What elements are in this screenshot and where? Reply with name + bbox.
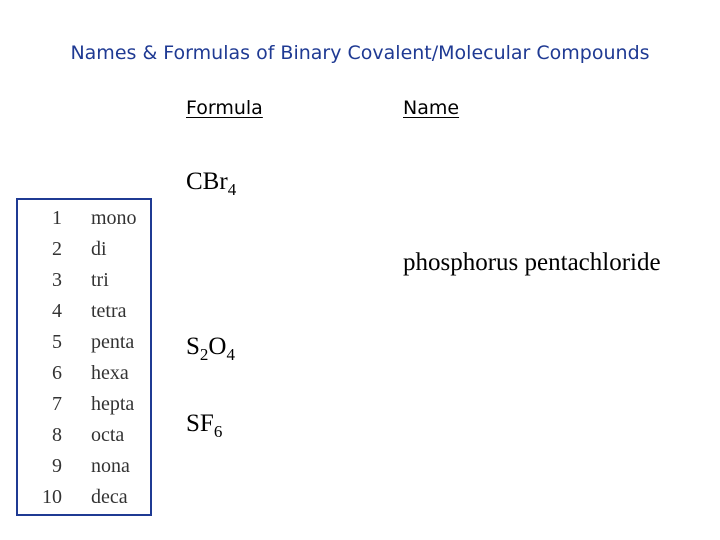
prefix-row: [18, 296, 150, 327]
prefix-row: [18, 327, 150, 358]
prefix-row: [18, 451, 150, 482]
formula-cbr4: [186, 168, 237, 199]
prefix-number: 1: [52, 207, 62, 229]
prefix-number: 7: [52, 393, 62, 415]
prefix-number: 9: [52, 455, 62, 477]
prefix-word: tetra: [91, 300, 127, 322]
prefix-row: [18, 203, 150, 234]
prefix-row: [18, 234, 150, 265]
prefix-number: 5: [52, 331, 62, 353]
formula-subscript: 4: [226, 345, 235, 364]
formula-text: SF: [186, 410, 214, 437]
formula-sf6: [186, 410, 223, 441]
prefix-word: tri: [91, 269, 109, 291]
formula-column-header: Formula: [186, 97, 263, 119]
compound-name-pcl5: phosphorus pentachloride: [403, 249, 661, 276]
formula-text: O: [208, 333, 227, 360]
formula-text: CBr: [186, 168, 228, 195]
prefix-row: [18, 389, 150, 420]
prefix-word: di: [91, 238, 107, 260]
prefix-row: [18, 482, 150, 513]
prefix-word: octa: [91, 424, 125, 446]
prefix-number: 4: [52, 300, 62, 322]
prefix-number: 6: [52, 362, 62, 384]
prefix-word: hepta: [91, 393, 135, 415]
formula-s2o4: [186, 333, 235, 364]
prefix-row: [18, 265, 150, 296]
formula-text: S: [186, 333, 200, 360]
prefix-word: mono: [91, 207, 137, 229]
prefix-number: 2: [52, 238, 62, 260]
prefix-row: [18, 358, 150, 389]
prefix-word: penta: [91, 331, 135, 353]
slide-title: Names & Formulas of Binary Covalent/Molecular Compounds: [70, 42, 650, 64]
prefix-number: 3: [52, 269, 62, 291]
formula-subscript: 4: [227, 180, 237, 199]
prefix-number: 8: [52, 424, 62, 446]
prefix-word: deca: [91, 486, 128, 508]
prefix-word: nona: [91, 455, 130, 477]
prefix-word: hexa: [91, 362, 129, 384]
prefix-table: [16, 198, 152, 516]
prefix-row: [18, 420, 150, 451]
formula-subscript: 6: [213, 422, 223, 441]
formula-subscript: 2: [199, 345, 209, 364]
name-column-header: Name: [403, 97, 460, 119]
prefix-number: 10: [42, 486, 62, 508]
